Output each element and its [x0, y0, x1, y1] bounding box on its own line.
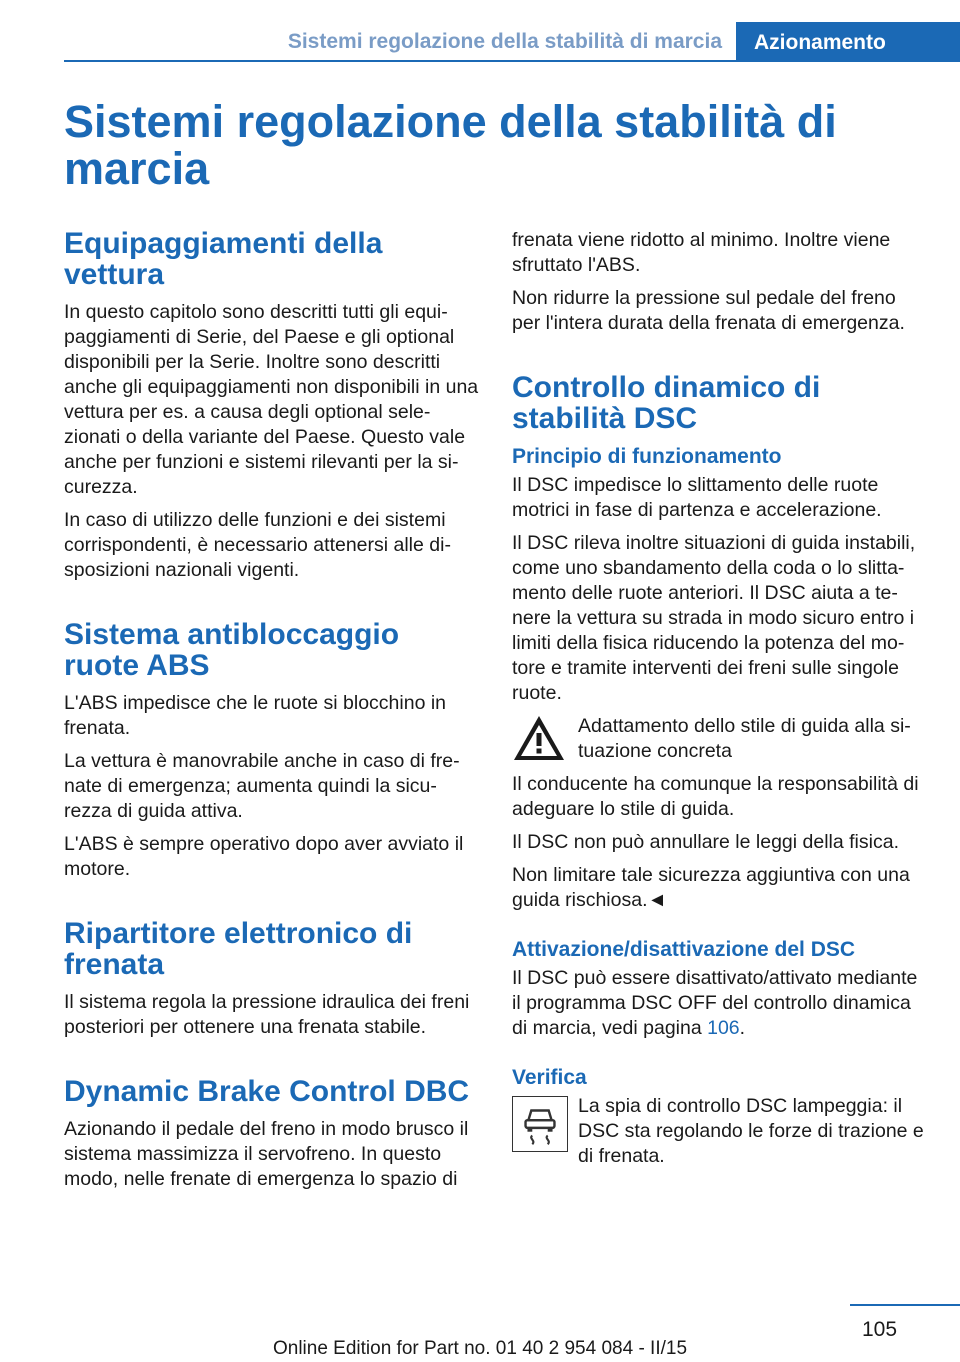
paragraph: In questo capitolo sono descritti tutti gli equi-paggiamenti di Serie, del Paese e gli optional disponibili per la Serie. Inoltre sono descritti anche gli equipaggiamenti non disponibili in una vettura per es. a causa degli optional sele-zionati o della variante del Paese. Questo vale anche per funzioni e sistemi rilevanti per la si-curezza. — [64, 301, 479, 498]
paragraph: frenata viene ridotto al minimo. Inoltre viene sfruttato l'ABS. — [512, 229, 891, 276]
paragraph: Il sistema regola la pressione idraulica dei freni posteriori per ottenere una frenata stabile. — [64, 991, 470, 1038]
paragraph-with-link — [512, 966, 928, 1041]
paragraph: In caso di utilizzo delle funzioni e dei sistemi corrispondenti, è necessario attenersi alle di-sposizioni nazionali vigenti. — [64, 509, 451, 581]
heading-abs: Sistema antibloccaggio ruote ABS — [64, 618, 400, 682]
right-column — [512, 228, 928, 1177]
dsc-skid-icon — [512, 1096, 568, 1152]
header-rule — [64, 60, 960, 62]
paragraph: Il conducente ha comunque la responsabilità di adeguare lo stile di guida. — [512, 773, 919, 820]
warning-text: Adattamento dello stile di guida alla si-tuazione concreta — [578, 715, 911, 762]
paragraph: La vettura è manovrabile anche in caso di fre-nate di emergenza; aumenta quindi la sicu-rezza di guida attiva. — [64, 750, 460, 822]
header-section-title: Sistemi regolazione della stabilità di marcia — [287, 30, 722, 53]
paragraph: Non ridurre la pressione sul pedale del freno per l'intera durata della frenata di emergenza. — [512, 287, 905, 334]
header-chapter-tab[interactable]: Azionamento — [736, 22, 960, 62]
page-number-rule — [850, 1304, 960, 1306]
paragraph: Il DSC impedisce lo slittamento delle ruote motrici in fase di partenza e accelerazione. — [512, 474, 882, 521]
warning-note — [512, 714, 928, 764]
paragraph: Azionando il pedale del freno in modo brusco il sistema massimizza il servofreno. In questo modo, nelle frenate di emergenza lo spazio di — [64, 1118, 469, 1190]
toggle-text: Il DSC può essere disattivato/attivato mediante il programma DSC OFF del controllo dinamica di marcia, vedi pagina — [512, 967, 918, 1039]
heading-verifica: Verifica — [512, 1066, 587, 1089]
paragraph: Non limitare tale sicurezza aggiuntiva con una guida rischiosa.◄ — [512, 864, 910, 911]
check-text: La spia di controllo DSC lampeggia: il DSC sta regolando le forze di trazione e di frenata. — [578, 1095, 924, 1167]
paragraph: L'ABS è sempre operativo dopo aver avviato il motore. — [64, 833, 464, 880]
heading-attivazione: Attivazione/disattivazione del DSC — [512, 938, 856, 961]
heading-principio: Principio di funzionamento — [512, 445, 782, 468]
warning-triangle-icon — [512, 714, 566, 762]
heading-equipaggiamenti: Equipaggiamenti della vettura — [64, 227, 383, 291]
page-title: Sistemi regolazione della stabilità di marcia — [64, 96, 837, 194]
page-number: 105 — [862, 1318, 898, 1341]
heading-dsc: Controllo dinamico di stabilità DSC — [512, 371, 821, 435]
page-link[interactable]: 106 — [707, 1017, 740, 1039]
heading-dbc: Dynamic Brake Control DBC — [64, 1075, 470, 1108]
left-column — [64, 228, 480, 1200]
toggle-end: . — [739, 1017, 746, 1039]
paragraph: L'ABS impedisce che le ruote si blocchino in frenata. — [64, 692, 447, 739]
footer-edition: Online Edition for Part no. 01 40 2 954 084 - II/15 — [272, 1338, 688, 1359]
control-light-note — [512, 1094, 928, 1169]
paragraph: Il DSC rileva inoltre situazioni di guida instabili, come uno sbandamento della coda o lo slitta-mento delle ruote anteriori. Il DSC aiuta a te-nere la vettura su strada in modo sicuro entro i limiti della fisica riducendo la potenza del mo-tore e tramite interventi dei freni sulle singole ruote. — [512, 532, 916, 704]
paragraph: Il DSC non può annullare le leggi della fisica. — [512, 831, 899, 853]
heading-ripartitore: Ripartitore elettronico di frenata — [64, 917, 413, 981]
